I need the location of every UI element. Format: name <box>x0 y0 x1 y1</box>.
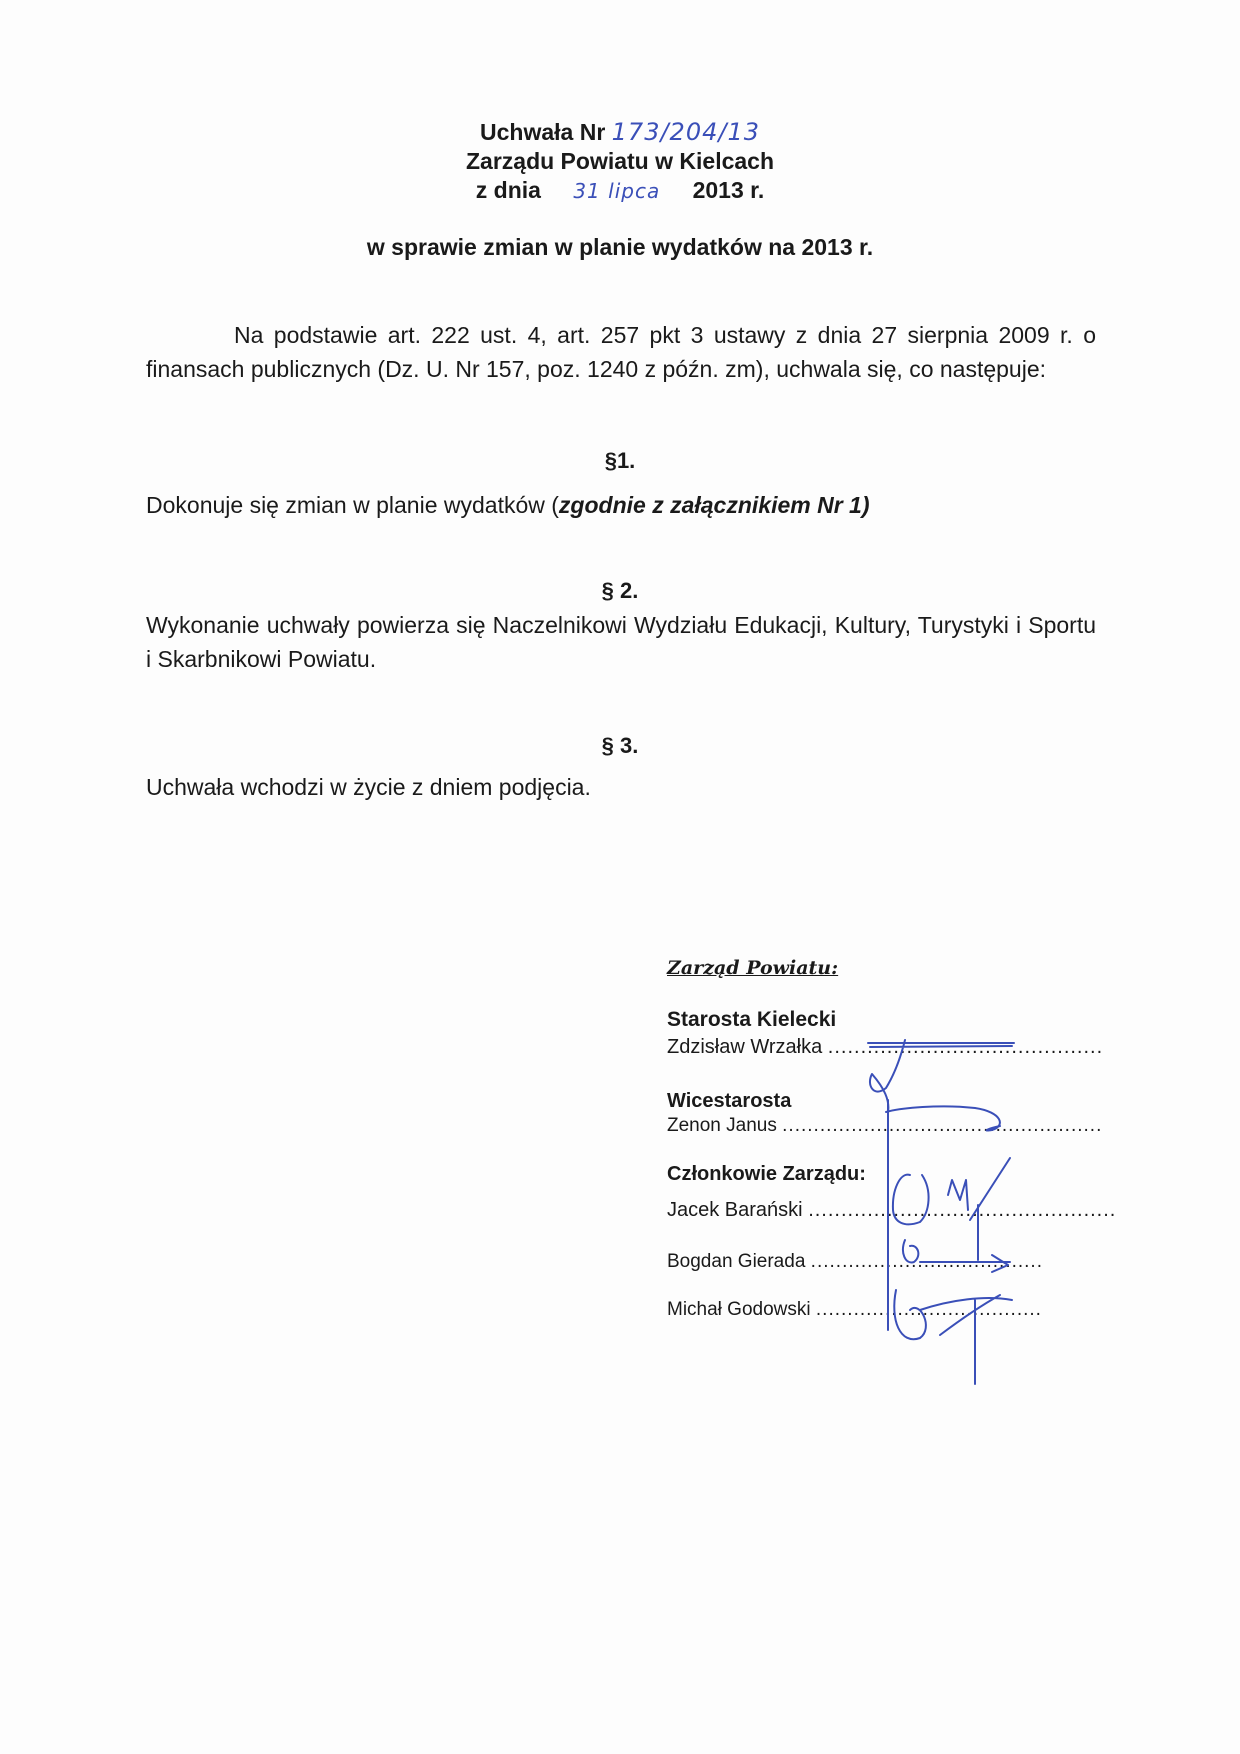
member-name: Bogdan Gierada <box>667 1251 806 1272</box>
wicestarosta-role: Wicestarosta <box>667 1090 792 1112</box>
member-line <box>667 1199 1116 1222</box>
resolution-date <box>0 177 1240 204</box>
resolution-subject: w sprawie zmian w planie wydatków na 2013 r. <box>366 234 874 260</box>
date-prefix: z dnia <box>475 177 541 203</box>
section-1-text-plain: Dokonuje się zmian w planie wydatków ( <box>146 492 559 518</box>
section-1-text-emphasis: zgodnie z załącznikiem Nr 1) <box>558 492 870 518</box>
date-year: 2013 r. <box>692 177 765 203</box>
member-signature-dots: ..................................... <box>810 1251 1043 1272</box>
starosta-name: Zdzisław Wrzałka <box>667 1036 823 1058</box>
member-name: Michał Godowski <box>667 1299 811 1320</box>
title-prefix: Uchwała Nr <box>480 119 606 145</box>
members-role: Członkowie Zarządu: <box>667 1163 866 1185</box>
section-2-mark: § 2. <box>601 578 639 603</box>
handwritten-date: 31 lipca <box>573 179 661 203</box>
starosta-role: Starosta Kielecki <box>667 1008 837 1031</box>
wicestarosta-signature-dots: ................................................... <box>782 1115 1103 1136</box>
preamble-paragraph: Na podstawie art. 222 ust. 4, art. 257 pkt 3 ustawy z dnia 27 sierpnia 2009 r. o finansach publicznych (Dz. U. Nr 157, poz. 1240 z późn. zm), uchwala się, co następuje: <box>146 322 1096 382</box>
wicestarosta-name: Zenon Janus <box>667 1115 777 1136</box>
starosta-line <box>667 1036 1103 1059</box>
section-1-text <box>146 488 1106 522</box>
wicestarosta-line <box>667 1115 1102 1137</box>
member-line <box>667 1299 1042 1321</box>
member-signature-dots: .................................... <box>815 1299 1042 1320</box>
starosta-signature-dots: .......................................... <box>827 1036 1104 1058</box>
section-2-text: Wykonanie uchwały powierza się Naczelnikowi Wydziału Edukacji, Kultury, Turystyki i Sportu i Skarbnikowi Powiatu. <box>146 612 1096 672</box>
section-3-text: Uchwała wchodzi w życie z dniem podjęcia. <box>146 774 591 800</box>
section-3-mark: § 3. <box>601 733 639 758</box>
member-line <box>667 1251 1043 1273</box>
resolution-issuer: Zarządu Powiatu w Kielcach <box>465 148 775 174</box>
resolution-title <box>0 118 1240 146</box>
section-1-mark: §1. <box>604 448 636 473</box>
handwritten-resolution-number: 173/204/13 <box>611 118 760 146</box>
member-signature-dots: ............................................... <box>808 1199 1117 1221</box>
member-name: Jacek Barański <box>667 1199 803 1221</box>
board-heading: Zarząd Powiatu: <box>667 957 839 979</box>
